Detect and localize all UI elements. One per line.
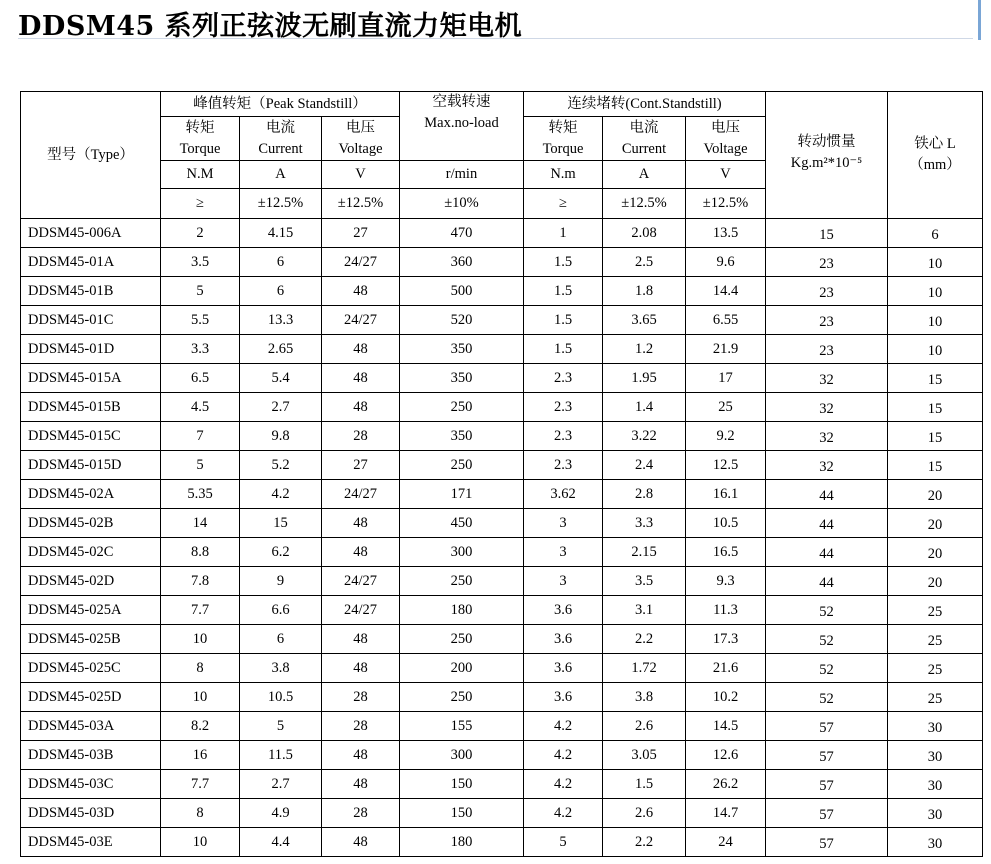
cell-cont-current: 1.5 xyxy=(603,770,686,799)
header-cont-voltage: 电压 Voltage xyxy=(686,117,766,161)
cell-peak-voltage: 24/27 xyxy=(322,596,400,625)
cell-peak-current: 9.8 xyxy=(240,422,322,451)
cell-peak-current: 4.15 xyxy=(240,219,322,248)
cell-cont-current: 3.5 xyxy=(603,567,686,596)
table-row xyxy=(21,451,983,480)
cell-cont-current: 1.95 xyxy=(603,364,686,393)
cell-cont-current: 2.8 xyxy=(603,480,686,509)
cell-core-length: 25 xyxy=(888,625,983,654)
cell-peak-torque: 3.3 xyxy=(161,335,240,364)
cell-cont-torque: 2.3 xyxy=(524,451,603,480)
table-row xyxy=(21,393,983,422)
unit-speed: r/min xyxy=(400,161,524,189)
cell-cont-torque: 3 xyxy=(524,509,603,538)
cell-inertia: 52 xyxy=(766,654,888,683)
cell-cont-torque: 2.3 xyxy=(524,364,603,393)
table-row xyxy=(21,654,983,683)
cell-peak-current: 2.65 xyxy=(240,335,322,364)
cell-inertia: 23 xyxy=(766,248,888,277)
tol-peak-torque: ≥ xyxy=(161,189,240,219)
cell-cont-current: 3.65 xyxy=(603,306,686,335)
cell-cont-torque: 1.5 xyxy=(524,335,603,364)
cell-model: DDSM45-02C xyxy=(21,538,161,567)
cell-model: DDSM45-015D xyxy=(21,451,161,480)
cell-peak-current: 6.6 xyxy=(240,596,322,625)
cell-peak-current: 6 xyxy=(240,625,322,654)
unit-peak-voltage: V xyxy=(322,161,400,189)
cell-peak-current: 4.2 xyxy=(240,480,322,509)
cell-model: DDSM45-02A xyxy=(21,480,161,509)
cell-peak-torque: 7 xyxy=(161,422,240,451)
header-peak-voltage: 电压 Voltage xyxy=(322,117,400,161)
cell-cont-voltage: 17.3 xyxy=(686,625,766,654)
cell-cont-current: 2.15 xyxy=(603,538,686,567)
cell-noload-speed: 350 xyxy=(400,422,524,451)
tol-speed: ±10% xyxy=(400,189,524,219)
cell-inertia: 32 xyxy=(766,364,888,393)
header-peak-group: 峰值转矩（Peak Standstill） xyxy=(161,92,400,117)
cell-noload-speed: 200 xyxy=(400,654,524,683)
unit-cont-torque: N.m xyxy=(524,161,603,189)
cell-model: DDSM45-01D xyxy=(21,335,161,364)
cell-cont-current: 3.8 xyxy=(603,683,686,712)
cell-cont-voltage: 21.9 xyxy=(686,335,766,364)
cell-cont-torque: 3.6 xyxy=(524,654,603,683)
cell-peak-torque: 8.8 xyxy=(161,538,240,567)
cell-peak-torque: 7.7 xyxy=(161,770,240,799)
cell-cont-torque: 2.3 xyxy=(524,422,603,451)
cell-noload-speed: 150 xyxy=(400,799,524,828)
cell-core-length: 30 xyxy=(888,799,983,828)
cell-noload-speed: 155 xyxy=(400,712,524,741)
cell-noload-speed: 350 xyxy=(400,364,524,393)
cell-cont-voltage: 26.2 xyxy=(686,770,766,799)
cell-peak-voltage: 27 xyxy=(322,451,400,480)
cell-peak-voltage: 48 xyxy=(322,828,400,857)
cell-cont-voltage: 12.5 xyxy=(686,451,766,480)
cell-noload-speed: 180 xyxy=(400,596,524,625)
cell-cont-current: 2.2 xyxy=(603,828,686,857)
cell-model: DDSM45-03B xyxy=(21,741,161,770)
cell-cont-torque: 1 xyxy=(524,219,603,248)
table-row xyxy=(21,248,983,277)
table-row xyxy=(21,712,983,741)
cell-cont-torque: 3.6 xyxy=(524,625,603,654)
cell-peak-current: 3.8 xyxy=(240,654,322,683)
cell-model: DDSM45-015B xyxy=(21,393,161,422)
cell-peak-torque: 5 xyxy=(161,451,240,480)
cell-peak-current: 11.5 xyxy=(240,741,322,770)
cell-peak-torque: 5.35 xyxy=(161,480,240,509)
header-cont-group: 连续堵转(Cont.Standstill) xyxy=(524,92,766,117)
cell-cont-voltage: 6.55 xyxy=(686,306,766,335)
cell-peak-torque: 4.5 xyxy=(161,393,240,422)
cell-cont-current: 1.8 xyxy=(603,277,686,306)
cell-peak-voltage: 24/27 xyxy=(322,480,400,509)
cell-noload-speed: 520 xyxy=(400,306,524,335)
cell-core-length: 15 xyxy=(888,422,983,451)
cell-peak-torque: 7.8 xyxy=(161,567,240,596)
table-row xyxy=(21,625,983,654)
cell-model: DDSM45-03E xyxy=(21,828,161,857)
cell-noload-speed: 360 xyxy=(400,248,524,277)
table-header xyxy=(21,92,983,219)
cell-noload-speed: 350 xyxy=(400,335,524,364)
cell-inertia: 44 xyxy=(766,509,888,538)
cell-noload-speed: 250 xyxy=(400,625,524,654)
cell-peak-voltage: 28 xyxy=(322,683,400,712)
cell-peak-torque: 3.5 xyxy=(161,248,240,277)
cell-cont-voltage: 21.6 xyxy=(686,654,766,683)
cell-peak-current: 5 xyxy=(240,712,322,741)
spec-table xyxy=(20,91,983,857)
cell-peak-torque: 8 xyxy=(161,654,240,683)
cell-peak-torque: 5 xyxy=(161,277,240,306)
cell-peak-current: 2.7 xyxy=(240,770,322,799)
cell-cont-current: 2.2 xyxy=(603,625,686,654)
cell-core-length: 30 xyxy=(888,712,983,741)
table-row xyxy=(21,277,983,306)
unit-peak-current: A xyxy=(240,161,322,189)
cell-cont-voltage: 16.5 xyxy=(686,538,766,567)
table-row xyxy=(21,422,983,451)
cell-inertia: 23 xyxy=(766,277,888,306)
cell-core-length: 10 xyxy=(888,335,983,364)
cell-core-length: 6 xyxy=(888,219,983,248)
cell-cont-current: 1.2 xyxy=(603,335,686,364)
cell-cont-current: 1.72 xyxy=(603,654,686,683)
header-cont-torque: 转矩 Torque xyxy=(524,117,603,161)
cell-core-length: 30 xyxy=(888,741,983,770)
cell-cont-voltage: 14.4 xyxy=(686,277,766,306)
cell-peak-voltage: 24/27 xyxy=(322,306,400,335)
cell-noload-speed: 250 xyxy=(400,683,524,712)
cell-peak-voltage: 48 xyxy=(322,509,400,538)
table-row xyxy=(21,335,983,364)
cell-model: DDSM45-01A xyxy=(21,248,161,277)
cell-inertia: 57 xyxy=(766,828,888,857)
cell-model: DDSM45-03C xyxy=(21,770,161,799)
header-cont-current: 电流 Current xyxy=(603,117,686,161)
cell-peak-torque: 6.5 xyxy=(161,364,240,393)
cell-core-length: 30 xyxy=(888,828,983,857)
cell-peak-voltage: 48 xyxy=(322,770,400,799)
cell-core-length: 25 xyxy=(888,683,983,712)
cell-inertia: 44 xyxy=(766,480,888,509)
cell-peak-voltage: 48 xyxy=(322,741,400,770)
cell-cont-torque: 4.2 xyxy=(524,770,603,799)
cell-peak-voltage: 28 xyxy=(322,799,400,828)
cell-inertia: 57 xyxy=(766,770,888,799)
header-noload: 空载转速 Max.no-load xyxy=(400,92,524,161)
cell-peak-torque: 5.5 xyxy=(161,306,240,335)
cell-peak-voltage: 48 xyxy=(322,277,400,306)
cell-noload-speed: 300 xyxy=(400,538,524,567)
cell-peak-torque: 2 xyxy=(161,219,240,248)
table-row xyxy=(21,596,983,625)
cell-peak-torque: 8.2 xyxy=(161,712,240,741)
cell-peak-current: 15 xyxy=(240,509,322,538)
cell-cont-voltage: 9.3 xyxy=(686,567,766,596)
cell-cont-torque: 4.2 xyxy=(524,799,603,828)
cell-inertia: 44 xyxy=(766,567,888,596)
unit-peak-torque: N.M xyxy=(161,161,240,189)
cell-peak-torque: 7.7 xyxy=(161,596,240,625)
cell-cont-voltage: 9.6 xyxy=(686,248,766,277)
cell-model: DDSM45-01C xyxy=(21,306,161,335)
cell-cont-voltage: 17 xyxy=(686,364,766,393)
cell-cont-current: 3.22 xyxy=(603,422,686,451)
cell-peak-current: 10.5 xyxy=(240,683,322,712)
cell-peak-voltage: 24/27 xyxy=(322,248,400,277)
table-row xyxy=(21,770,983,799)
cell-cont-voltage: 9.2 xyxy=(686,422,766,451)
cell-peak-voltage: 28 xyxy=(322,422,400,451)
cell-cont-torque: 3 xyxy=(524,567,603,596)
cell-cont-torque: 4.2 xyxy=(524,712,603,741)
cell-cont-voltage: 10.5 xyxy=(686,509,766,538)
cell-peak-voltage: 48 xyxy=(322,393,400,422)
cell-cont-current: 3.05 xyxy=(603,741,686,770)
cell-inertia: 57 xyxy=(766,712,888,741)
cell-noload-speed: 171 xyxy=(400,480,524,509)
cell-core-length: 20 xyxy=(888,538,983,567)
tol-cont-voltage: ±12.5% xyxy=(686,189,766,219)
cell-cont-current: 2.6 xyxy=(603,712,686,741)
cell-peak-current: 6 xyxy=(240,277,322,306)
cell-inertia: 23 xyxy=(766,306,888,335)
cell-peak-voltage: 24/27 xyxy=(322,567,400,596)
table-row xyxy=(21,567,983,596)
cell-peak-current: 5.4 xyxy=(240,364,322,393)
cell-cont-current: 3.1 xyxy=(603,596,686,625)
cell-cont-voltage: 16.1 xyxy=(686,480,766,509)
cell-cont-voltage: 14.7 xyxy=(686,799,766,828)
cell-cont-voltage: 12.6 xyxy=(686,741,766,770)
cell-inertia: 52 xyxy=(766,596,888,625)
cell-core-length: 20 xyxy=(888,567,983,596)
cell-peak-voltage: 48 xyxy=(322,625,400,654)
cell-model: DDSM45-025A xyxy=(21,596,161,625)
cell-peak-current: 13.3 xyxy=(240,306,322,335)
cell-core-length: 15 xyxy=(888,364,983,393)
tol-peak-voltage: ±12.5% xyxy=(322,189,400,219)
cell-noload-speed: 250 xyxy=(400,567,524,596)
cell-model: DDSM45-02B xyxy=(21,509,161,538)
tol-cont-current: ±12.5% xyxy=(603,189,686,219)
cell-core-length: 15 xyxy=(888,393,983,422)
table-row xyxy=(21,828,983,857)
table-row xyxy=(21,538,983,567)
cell-model: DDSM45-015A xyxy=(21,364,161,393)
cell-peak-current: 9 xyxy=(240,567,322,596)
cell-cont-torque: 2.3 xyxy=(524,393,603,422)
header-peak-current: 电流 Current xyxy=(240,117,322,161)
cell-peak-current: 4.4 xyxy=(240,828,322,857)
cell-core-length: 20 xyxy=(888,480,983,509)
cell-inertia: 52 xyxy=(766,625,888,654)
cell-noload-speed: 150 xyxy=(400,770,524,799)
cell-core-length: 10 xyxy=(888,306,983,335)
cell-core-length: 20 xyxy=(888,509,983,538)
table-row xyxy=(21,683,983,712)
cell-cont-voltage: 25 xyxy=(686,393,766,422)
cell-peak-voltage: 48 xyxy=(322,538,400,567)
header-model: 型号（Type） xyxy=(21,92,161,219)
cell-model: DDSM45-025D xyxy=(21,683,161,712)
cell-peak-voltage: 27 xyxy=(322,219,400,248)
table-row xyxy=(21,741,983,770)
cell-model: DDSM45-025B xyxy=(21,625,161,654)
cell-noload-speed: 180 xyxy=(400,828,524,857)
unit-cont-current: A xyxy=(603,161,686,189)
cell-cont-current: 1.4 xyxy=(603,393,686,422)
cell-core-length: 15 xyxy=(888,451,983,480)
tol-peak-current: ±12.5% xyxy=(240,189,322,219)
cell-peak-current: 2.7 xyxy=(240,393,322,422)
cell-inertia: 57 xyxy=(766,799,888,828)
table-row xyxy=(21,364,983,393)
table-body xyxy=(21,219,983,857)
cell-noload-speed: 300 xyxy=(400,741,524,770)
cell-peak-current: 6.2 xyxy=(240,538,322,567)
title-divider xyxy=(18,38,973,39)
cell-peak-torque: 10 xyxy=(161,625,240,654)
cell-model: DDSM45-025C xyxy=(21,654,161,683)
unit-cont-voltage: V xyxy=(686,161,766,189)
cell-peak-voltage: 48 xyxy=(322,364,400,393)
cell-peak-current: 6 xyxy=(240,248,322,277)
cell-cont-voltage: 13.5 xyxy=(686,219,766,248)
cell-peak-torque: 16 xyxy=(161,741,240,770)
cell-noload-speed: 470 xyxy=(400,219,524,248)
cell-cont-current: 2.5 xyxy=(603,248,686,277)
cell-cont-current: 2.4 xyxy=(603,451,686,480)
cell-model: DDSM45-03D xyxy=(21,799,161,828)
cell-inertia: 23 xyxy=(766,335,888,364)
cell-model: DDSM45-03A xyxy=(21,712,161,741)
cell-cont-torque: 3.6 xyxy=(524,683,603,712)
cell-cont-torque: 5 xyxy=(524,828,603,857)
cell-core-length: 10 xyxy=(888,248,983,277)
cell-inertia: 32 xyxy=(766,393,888,422)
cell-cont-voltage: 14.5 xyxy=(686,712,766,741)
cell-cont-torque: 3.6 xyxy=(524,596,603,625)
cell-core-length: 25 xyxy=(888,596,983,625)
cell-model: DDSM45-015C xyxy=(21,422,161,451)
tol-cont-torque: ≥ xyxy=(524,189,603,219)
cell-inertia: 32 xyxy=(766,422,888,451)
cell-inertia: 57 xyxy=(766,741,888,770)
cell-model: DDSM45-006A xyxy=(21,219,161,248)
cell-peak-voltage: 48 xyxy=(322,654,400,683)
cell-model: DDSM45-01B xyxy=(21,277,161,306)
header-core: 铁心 L （mm） xyxy=(888,92,983,219)
cell-noload-speed: 250 xyxy=(400,451,524,480)
cell-noload-speed: 500 xyxy=(400,277,524,306)
cell-inertia: 44 xyxy=(766,538,888,567)
table-row xyxy=(21,219,983,248)
cell-cont-torque: 1.5 xyxy=(524,306,603,335)
cell-core-length: 30 xyxy=(888,770,983,799)
cell-model: DDSM45-02D xyxy=(21,567,161,596)
table-row xyxy=(21,306,983,335)
cell-inertia: 52 xyxy=(766,683,888,712)
cell-peak-torque: 14 xyxy=(161,509,240,538)
table-row xyxy=(21,509,983,538)
cell-cont-voltage: 10.2 xyxy=(686,683,766,712)
table-row xyxy=(21,480,983,509)
cell-core-length: 25 xyxy=(888,654,983,683)
cell-core-length: 10 xyxy=(888,277,983,306)
cell-peak-current: 5.2 xyxy=(240,451,322,480)
cell-cont-voltage: 24 xyxy=(686,828,766,857)
header-peak-torque: 转矩 Torque xyxy=(161,117,240,161)
cell-cont-torque: 1.5 xyxy=(524,277,603,306)
cell-cont-voltage: 11.3 xyxy=(686,596,766,625)
cell-noload-speed: 250 xyxy=(400,393,524,422)
cell-peak-current: 4.9 xyxy=(240,799,322,828)
cell-cont-torque: 1.5 xyxy=(524,248,603,277)
cell-inertia: 32 xyxy=(766,451,888,480)
cell-inertia: 15 xyxy=(766,219,888,248)
cell-noload-speed: 450 xyxy=(400,509,524,538)
cell-peak-voltage: 28 xyxy=(322,712,400,741)
cell-cont-torque: 3.62 xyxy=(524,480,603,509)
cell-cont-current: 2.08 xyxy=(603,219,686,248)
cell-peak-torque: 10 xyxy=(161,828,240,857)
cell-peak-torque: 10 xyxy=(161,683,240,712)
cell-cont-torque: 4.2 xyxy=(524,741,603,770)
cell-peak-torque: 8 xyxy=(161,799,240,828)
page-edge-accent xyxy=(978,0,981,40)
cell-cont-current: 3.3 xyxy=(603,509,686,538)
cell-cont-current: 2.6 xyxy=(603,799,686,828)
cell-peak-voltage: 48 xyxy=(322,335,400,364)
page-title: DDSM45 系列正弦波无刷直流力矩电机 xyxy=(18,11,523,42)
header-inertia: 转动惯量 Kg.m²*10⁻⁵ xyxy=(766,92,888,219)
table-row xyxy=(21,799,983,828)
cell-cont-torque: 3 xyxy=(524,538,603,567)
